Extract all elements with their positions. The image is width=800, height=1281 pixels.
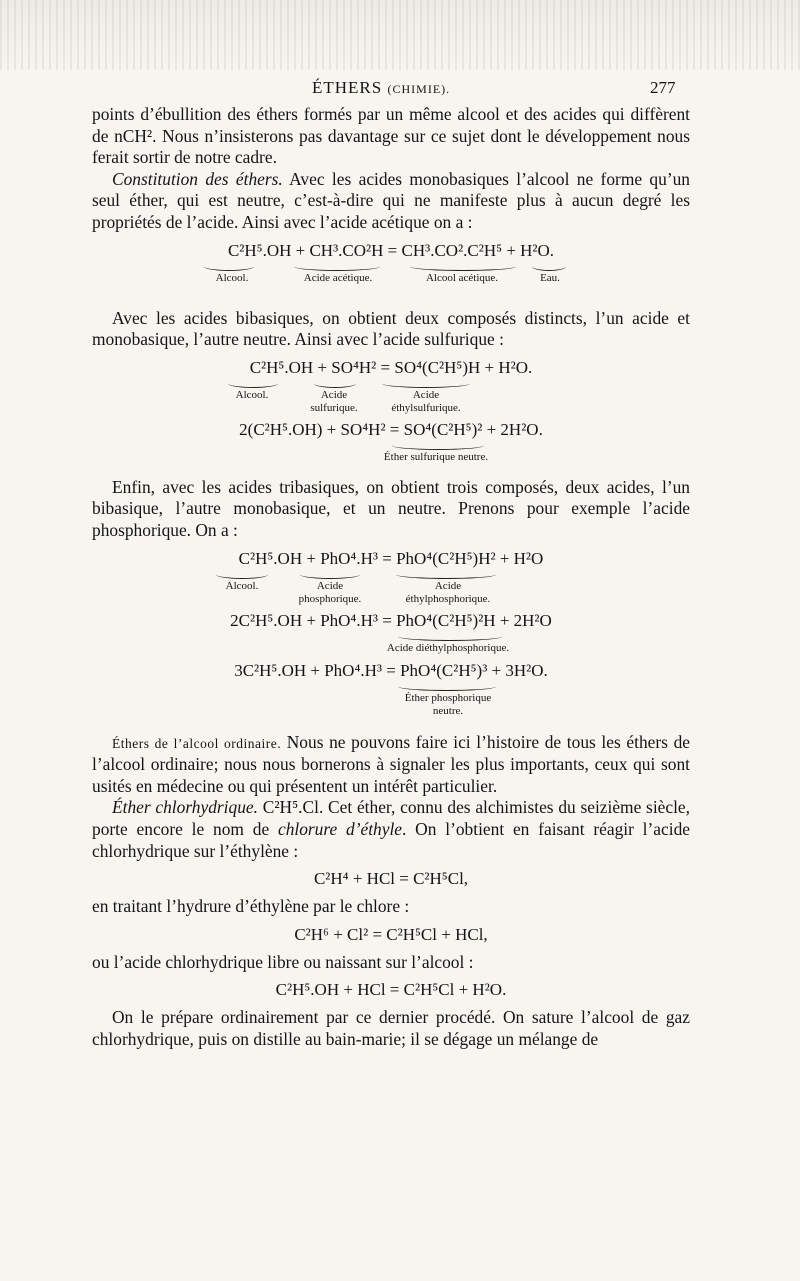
label-acide: Acide bbox=[434, 579, 462, 592]
equation-9: C²H⁵.OH + HCl = C²H⁵Cl + H²O. bbox=[275, 980, 507, 1000]
brace bbox=[314, 379, 356, 388]
brace bbox=[204, 262, 254, 271]
label-acide-acetique: Acide acétique. bbox=[303, 271, 373, 284]
equation-7: C²H⁴ + HCl = C²H⁵Cl, bbox=[313, 869, 469, 889]
equation-6: 3C²H⁵.OH + PhO⁴.H³ = PhO⁴(C²H⁵)³ + 3H²O. bbox=[234, 660, 548, 680]
brace bbox=[300, 570, 360, 579]
brace bbox=[398, 682, 496, 691]
running-header bbox=[0, 78, 800, 102]
equation-5-labels bbox=[92, 632, 690, 660]
equation-4-block bbox=[92, 548, 690, 610]
running-title bbox=[312, 78, 450, 98]
brace bbox=[294, 262, 380, 271]
paragraph-6 bbox=[92, 797, 690, 862]
equation-2-labels bbox=[92, 379, 690, 419]
brace bbox=[398, 632, 502, 641]
equation-3-labels bbox=[92, 441, 690, 471]
paragraph-7: en traitant l’hydrure d’éthylène par le chlore : bbox=[92, 896, 410, 917]
equation-3-block bbox=[92, 419, 690, 471]
equation-8: C²H⁶ + Cl² = C²H⁵Cl + HCl, bbox=[294, 924, 488, 944]
brace bbox=[410, 262, 516, 271]
paragraph-5 bbox=[92, 732, 690, 798]
paragraph-4: Enfin, avec les acides tribasiques, on obtient trois composés, deux acides, l’un bibasique, l’autre monobasique, et un neutre. Prenons pour exemple l’acide phosphorique. On a : bbox=[92, 476, 690, 540]
label-alcool: Alcool. bbox=[235, 388, 269, 401]
equation-2-block bbox=[92, 357, 690, 419]
running-title-main: ÉTHERS bbox=[312, 78, 383, 97]
equation-6-labels bbox=[92, 682, 690, 726]
label-phosphorique: phosphorique. bbox=[298, 592, 362, 605]
section-title-ether-chlorhydrique: Éther chlorhydrique. bbox=[112, 797, 258, 818]
equation-5: 2C²H⁵.OH + PhO⁴.H³ = PhO⁴(C²H⁵)²H + 2H²O bbox=[230, 610, 552, 630]
page-number: 277 bbox=[650, 78, 676, 97]
equation-1: C²H⁵.OH + CH³.CO²H = CH³.CO².C²H⁵ + H²O. bbox=[227, 240, 555, 260]
equation-5-block bbox=[92, 610, 690, 660]
label-alcool-acetique: Alcool acétique. bbox=[425, 271, 499, 284]
paragraph-6-text-a: C²H⁵.Cl. Cet éther, connu des alchimistes du seizième siècle, porte encore le nom de bbox=[92, 797, 690, 839]
brace bbox=[392, 441, 484, 450]
label-eau: Eau. bbox=[540, 271, 560, 284]
paragraph-3: Avec les acides bibasiques, on obtient deux composés distincts, l’un acide et monobasique, l’autre neutre. Ainsi avec l’acide sulfurique : bbox=[92, 307, 690, 350]
scan-noise-top bbox=[0, 0, 800, 70]
paragraph-9: On le prépare ordinairement par ce dernier procédé. On sature l’alcool de gaz chlorhydrique, puis on distille au bain-marie; il se dégage un mélange de bbox=[92, 1007, 690, 1049]
paragraph-2 bbox=[92, 169, 690, 234]
paragraph-1: points d’ébullition des éthers formés par un même alcool et des acides qui diffèrent de nCH². Nous n’insisterons pas davantage sur ce sujet dont le développement nous ferait sortir de notre cadre. bbox=[92, 104, 690, 168]
equation-2: C²H⁵.OH + SO⁴H² = SO⁴(C²H⁵)H + H²O. bbox=[249, 357, 533, 377]
paragraph-5-text: Nous ne pouvons faire ici l’histoire de tous les éthers de l’alcool ordinaire; nous nous bornerons à signaler les plus importants, ceux qui sont usités en médecine ou qui présentent un intérêt particulier. bbox=[92, 731, 690, 796]
label-acide: Acide bbox=[316, 579, 344, 592]
label-neutre: neutre. bbox=[432, 704, 464, 717]
brace bbox=[396, 570, 496, 579]
label-acide: Acide bbox=[412, 388, 440, 401]
label-alcool: Alcool. bbox=[225, 579, 259, 592]
equation-6-block bbox=[92, 660, 690, 726]
equation-1-block bbox=[92, 240, 690, 302]
label-ether-sulfurique-neutre: Éther sulfurique neutre. bbox=[383, 450, 489, 463]
label-ethylphosphorique: éthylphosphorique. bbox=[405, 592, 491, 605]
equation-4: C²H⁵.OH + PhO⁴.H³ = PhO⁴(C²H⁵)H² + H²O bbox=[238, 548, 544, 568]
chlorure-ethyle-term: chlorure d’éthyle bbox=[277, 818, 403, 839]
label-alcool: Alcool. bbox=[215, 271, 249, 284]
label-ether-phosphorique: Éther phosphorique bbox=[404, 691, 492, 704]
brace bbox=[532, 262, 566, 271]
section-title-ethers-alcool-ordinaire: Éthers de l’alcool ordinaire. bbox=[112, 735, 282, 751]
equation-4-labels bbox=[92, 570, 690, 610]
label-sulfurique: sulfurique. bbox=[310, 401, 358, 414]
brace bbox=[228, 379, 278, 388]
paragraph-6-text-b: . On l’obtient en faisant réagir l’acide chlorhydrique sur l’éthylène : bbox=[92, 818, 690, 861]
equation-1-labels bbox=[92, 262, 690, 302]
brace bbox=[216, 570, 268, 579]
page-body bbox=[92, 104, 690, 1050]
paragraph-2-text: Avec les acides monobasiques l’alcool ne forme qu’un seul éther, qui est neutre, c’est-à-dire qui ne manifeste plus à aucun degré les propriétés de l’acide. Ainsi avec l’acide acétique on a : bbox=[92, 168, 690, 232]
equation-3: 2(C²H⁵.OH) + SO⁴H² = SO⁴(C²H⁵)² + 2H²O. bbox=[239, 419, 543, 439]
running-title-paren: (CHIMIE). bbox=[387, 82, 451, 96]
paragraph-8: ou l’acide chlorhydrique libre ou naissant sur l’alcool : bbox=[92, 951, 474, 972]
label-acide: Acide bbox=[320, 388, 348, 401]
brace bbox=[382, 379, 470, 388]
label-ethylsulfurique: éthylsulfurique. bbox=[391, 401, 461, 414]
label-acide-diethylphosphorique: Acide diéthylphosphorique. bbox=[386, 641, 510, 654]
section-title-constitution: Constitution des éthers. bbox=[112, 168, 283, 189]
